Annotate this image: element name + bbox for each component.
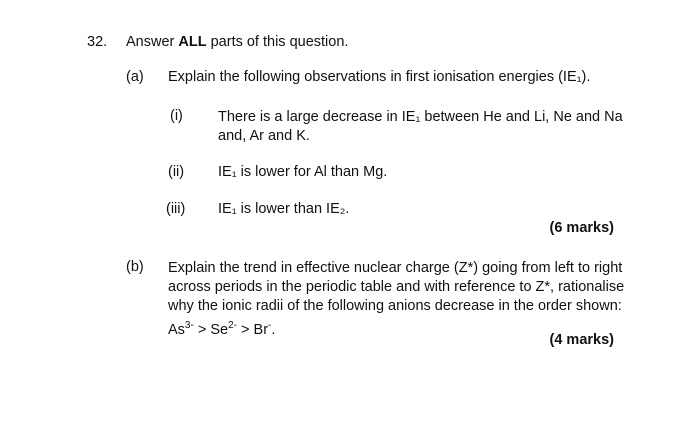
item-iii-label: (iii) [166,201,186,217]
part-b-line-3: why the ionic radii of the following anions decrease in the order shown: [168,298,622,314]
part-b-marks: (4 marks) [549,332,614,348]
part-a-marks: (6 marks) [549,220,614,236]
part-a-prompt: Explain the following observations in first ionisation energies (IE₁). [168,69,591,85]
part-b-line-1: Explain the trend in effective nuclear charge (Z*) going from left to right [168,260,623,276]
part-b-line-2: across periods in the periodic table and with reference to Z*, rationalise [168,279,625,295]
ion-as: As [168,321,185,338]
item-ii-label: (ii) [168,164,185,180]
ion-se: Se [210,321,229,338]
item-i-line-1: There is a large decrease in IE₁ between He and Li, Ne and Na [218,109,623,125]
item-i-label: (i) [170,108,183,124]
intro-text-before: Answer [126,34,179,50]
ion-as-charge: 3- [184,320,194,331]
ion-br: Br [253,321,269,338]
item-i-line-2: and, Ar and K. [218,128,310,144]
part-b-label: (b) [126,259,144,275]
part-b-text [168,259,624,340]
intro-text-bold: ALL [178,34,207,50]
ions-end-period: . [271,321,276,338]
item-iii-text: IE₁ is lower than IE₂. [218,201,350,217]
ion-br-charge: - [268,320,272,331]
gt-sign-2: > [237,321,254,338]
part-a-label: (a) [126,69,144,85]
gt-sign-1: > [193,321,211,338]
intro-text-after: parts of this question. [206,34,349,50]
item-i-text [218,108,623,146]
question-number: 32. [87,34,108,50]
item-ii-text: IE₁ is lower for Al than Mg. [218,164,388,180]
question-intro [126,34,348,50]
ion-se-charge: 2- [228,320,238,331]
